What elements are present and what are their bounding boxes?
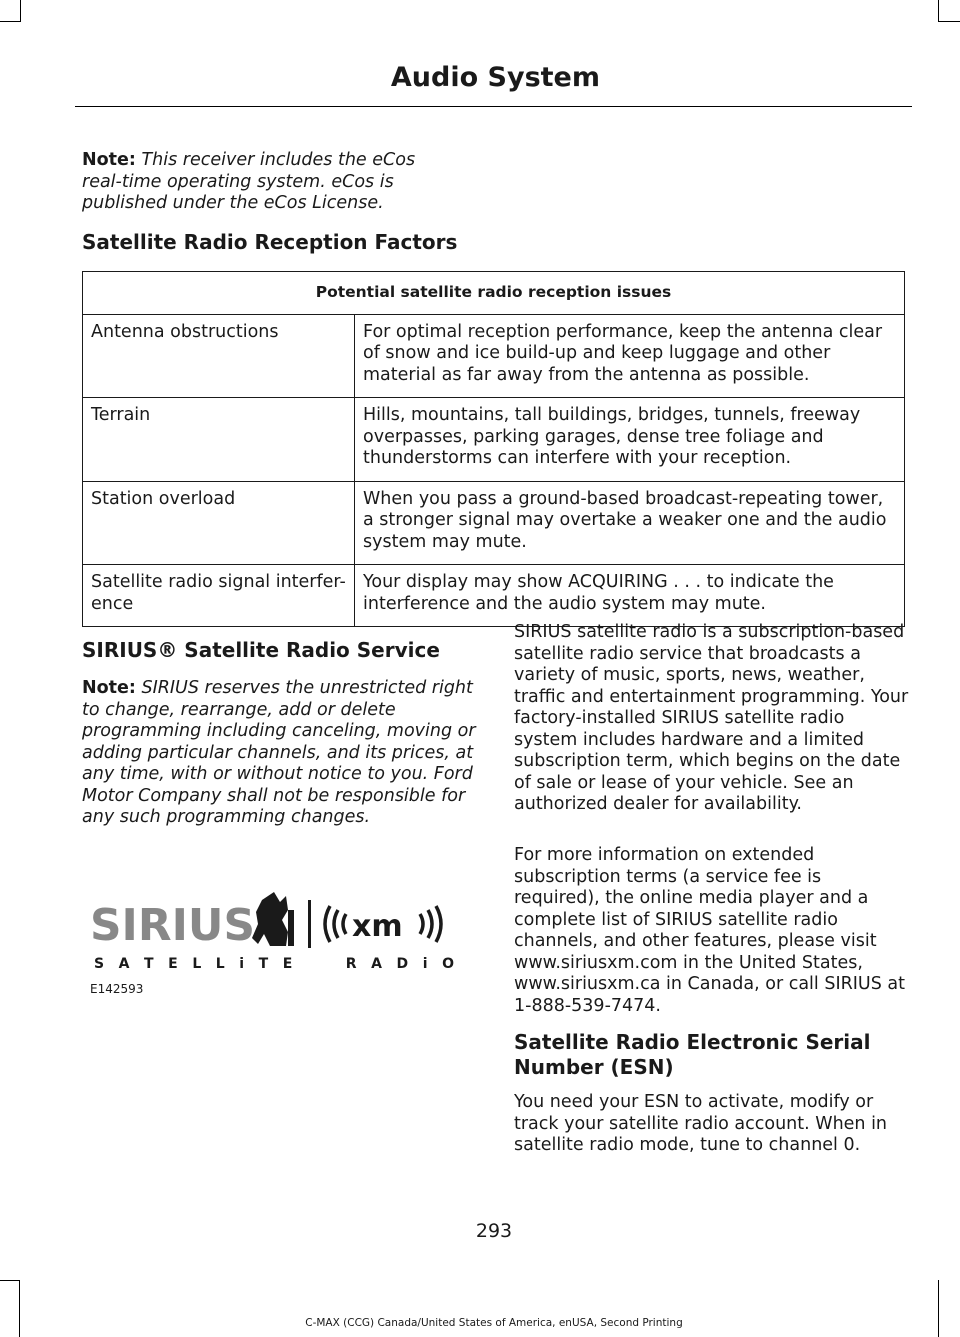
intro-note <box>82 150 442 215</box>
description-cell: For optimal reception performance, keep the antenna clear of snow and ice build-up and keep luggage and other material as far away from the antenna as possible. <box>355 314 905 398</box>
sirius-paragraph-1: SIRIUS satellite radio is a subscription-based satellite radio service that broadcasts a variety of music, sports, news, weather, traffic and entertainment programming. Your factory-installed SIRIUS satellite radio system includes hardware and a limited subscription term, which begins on the date of sale or lease of your vehicle. See an authorized dealer for availability. <box>514 622 909 814</box>
table-row <box>83 314 905 398</box>
page-number: 293 <box>475 1220 513 1242</box>
table-header-row <box>83 272 905 315</box>
description-cell: Hills, mountains, tall buildings, bridges, tunnels, freeway overpasses, parking garages, dense tree foliage and thunderstorms can interfere with your reception. <box>355 398 905 482</box>
table-header: Potential satellite radio reception issues <box>83 272 905 315</box>
logo-wordmark: SIRIUS <box>90 900 255 951</box>
reception-issues-table <box>82 271 905 627</box>
crop-mark <box>0 1280 20 1281</box>
table-row <box>83 565 905 627</box>
sirius-xm-logo <box>90 880 460 975</box>
description-cell: Your display may show ACQUIRING . . . to indicate the interference and the audio system may mute. <box>355 565 905 627</box>
figure-id: E142593 <box>90 982 144 996</box>
logo-divider <box>308 900 311 948</box>
crop-mark <box>938 0 939 22</box>
sirius-paragraph-2: For more information on extended subscription terms (a service fee is required), the online media player and a complete list of SIRIUS satellite radio channels, and other features, please visit www.siriusxm.com in the United States, www.siriusxm.ca in Canada, or call SIRIUS at 1-888-539-7474. <box>514 845 905 1016</box>
note-text: SIRIUS reserves the unrestricted right to change, rearrange, add or delete programming including canceling, moving or adding particular channels, and its prices, at any time, with or without notice to you. Ford Motor Company shall not be responsible for any such programming changes. <box>82 678 476 827</box>
esn-paragraph: You need your ESN to activate, modify or track your satellite radio account. When in satellite radio mode, tune to channel 0. <box>514 1092 888 1155</box>
table-row <box>83 398 905 482</box>
description-cell: When you pass a ground-based broadcast-repeating tower, a stronger signal may overtake a weaker one and the audio system may mute. <box>355 481 905 565</box>
sirius-note <box>82 678 478 829</box>
issue-cell: Antenna obstructions <box>83 314 355 398</box>
note-text: This receiver includes the eCos real-time operating system. eCos is published under the eCos License. <box>82 150 416 213</box>
esn-heading: Satellite Radio Electronic Serial Number (ESN) <box>514 1030 871 1079</box>
crop-mark <box>938 21 960 22</box>
crop-mark <box>20 0 21 22</box>
document-info: C-MAX (CCG) Canada/United States of America, enUSA, Second Printing <box>305 1317 683 1329</box>
reception-heading: Satellite Radio Reception Factors <box>82 230 458 254</box>
issue-cell: Terrain <box>83 398 355 482</box>
issue-cell: Satellite radio signal interfer-ence <box>83 565 355 627</box>
crop-mark <box>0 21 21 22</box>
note-label: Note: <box>82 678 136 698</box>
logo-subtitle: S A T E L L i T E R A D i O <box>94 956 454 972</box>
section-title: Audio System <box>390 62 600 93</box>
table-row <box>83 481 905 565</box>
xm-wordmark: xm <box>352 909 403 944</box>
dog-icon <box>252 892 294 946</box>
sirius-heading: SIRIUS® Satellite Radio Service <box>82 638 440 662</box>
issue-cell: Station overload <box>83 481 355 565</box>
note-label: Note: <box>82 150 136 170</box>
header-rule <box>75 106 912 107</box>
